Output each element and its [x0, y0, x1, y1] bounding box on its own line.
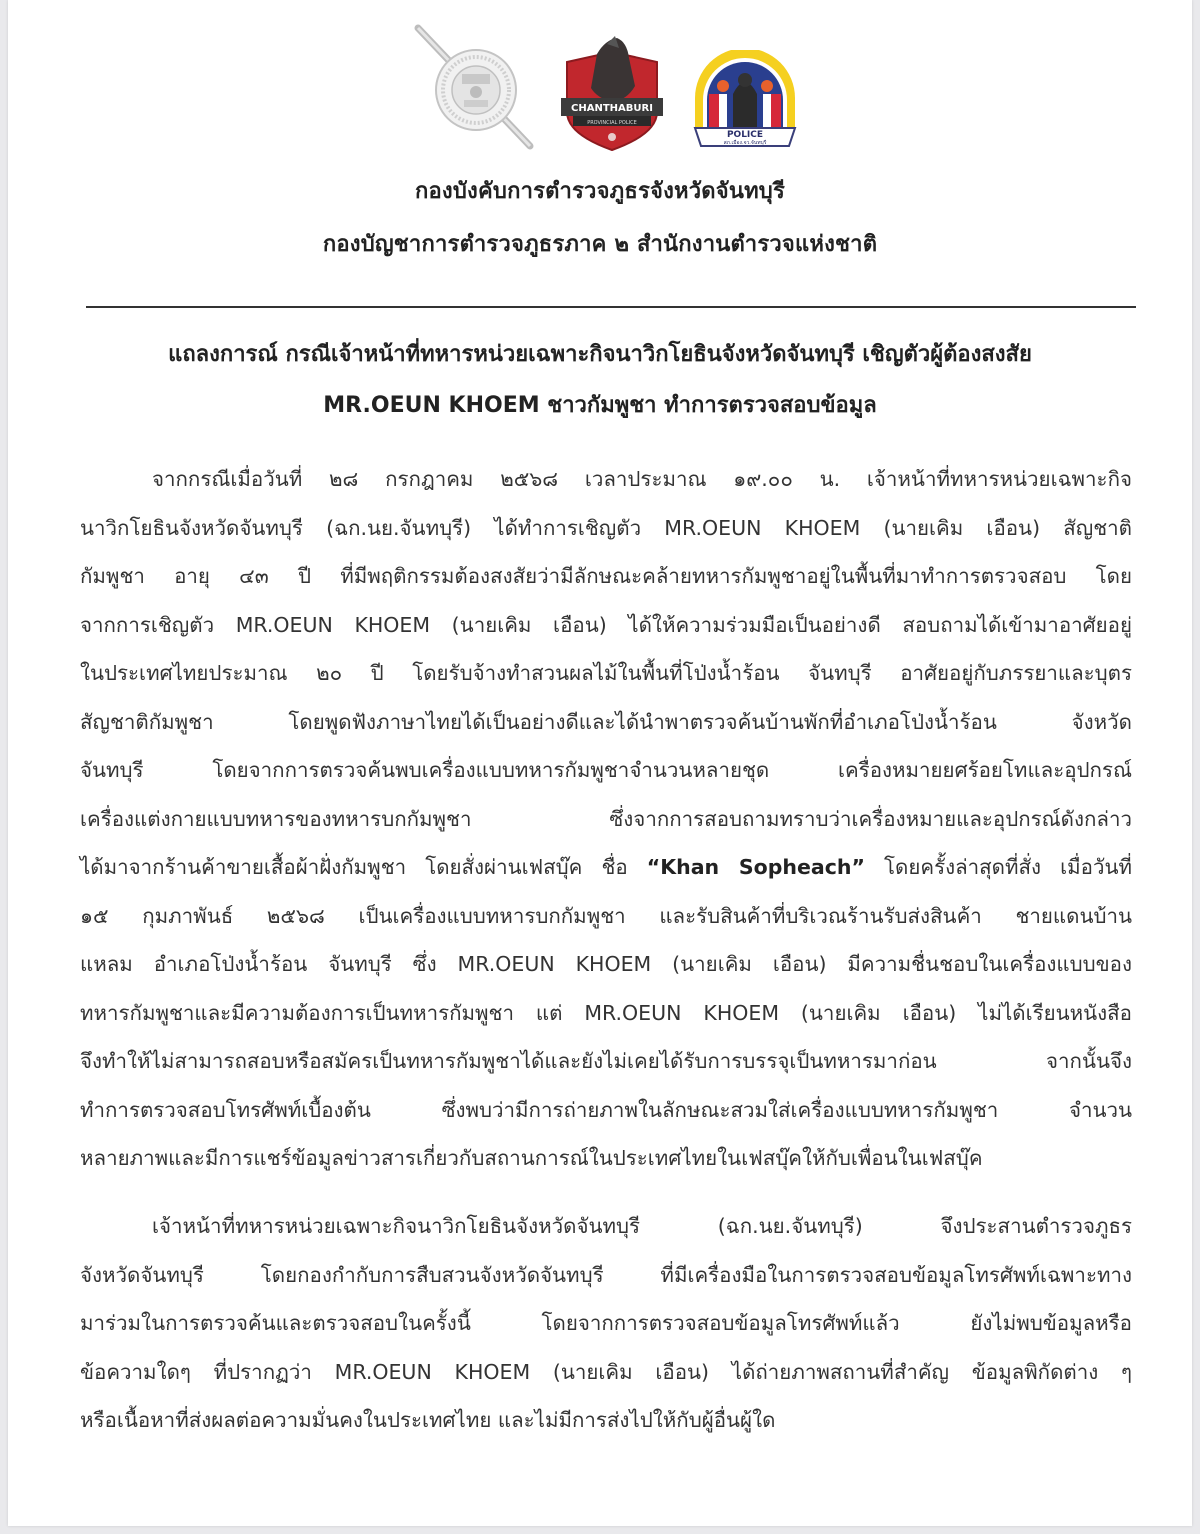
paragraph-line: กัมพูชา อายุ ๔๓ ปี ที่มีพฤติกรรมต้องสงสัยว่ามีลักษณะคล้ายทหารกัมพูชาอยู่ในพื้นที่มาทำการตรวจสอบ โดย — [80, 564, 1132, 588]
document-page — [8, 0, 1192, 1526]
paragraph-line: ทำการตรวจสอบโทรศัพท์เบื้องต้น ซึ่งพบว่ามีการถ่ายภาพในลักษณะสวมใส่เครื่องแบบทหารกัมพูชา จำนวน — [80, 1097, 1132, 1122]
paragraph-line: ในประเทศไทยประมาณ ๒๐ ปี โดยรับจ้างทำสวนผลไม้ในพื้นที่โป่งน้ำร้อน จันทบุรี อาศัยอยู่กับภรรยาและบุตร — [80, 661, 1132, 685]
paragraph-line: จังหวัดจันทบุรี โดยกองกำกับการสืบสวนจังหวัดจันทบุรี ที่มีเครื่องมือในการตรวจสอบข้อมูลโทรศัพท์เฉพาะทาง — [80, 1262, 1132, 1287]
body-paragraph-2 — [80, 1202, 1132, 1445]
chanthaburi-police-shield-logo — [557, 34, 667, 152]
paragraph-line: นาวิกโยธินจังหวัดจันทบุรี (ฉก.นย.จันทบุรี) ได้ทำการเชิญตัว MR.OEUN KHOEM (นายเคิม เอือน) สัญชาติ — [80, 515, 1132, 540]
body-paragraph-1 — [80, 455, 1132, 1183]
header-parent-organization: กองบัญชาการตำรวจภูธรภาค ๒ สำนักงานตำรวจแห่งชาติ — [322, 232, 878, 257]
svg-text:PROVINCIAL POLICE: PROVINCIAL POLICE — [587, 120, 637, 126]
line-suffix: โดยครั้งล่าสุดที่สั่ง เมื่อวันที่ — [884, 855, 1132, 879]
police-seal-logo — [408, 22, 538, 152]
line-prefix: ได้มาจากร้านค้าขายเสื้อผ้าฝั่งกัมพูชา โดยสั่งผ่านเฟสบุ๊ค ชื่อ — [80, 855, 628, 879]
paragraph-line: จึงทำให้ไม่สามารถสอบหรือสมัครเป็นทหารกัมพูชาได้และยังไม่เคยได้รับการบรรจุเป็นทหารมาก่อน จากนั้นจึง — [80, 1049, 1132, 1073]
badge-police-text: POLICE — [726, 130, 764, 140]
paragraph-line: เครื่องแต่งกายแบบทหารของทหารบกกัมพูชา ซึ่งจากการสอบถามทราบว่าเครื่องหมายและอุปกรณ์ดังกล่าว — [80, 806, 1132, 831]
paragraph-line: เจ้าหน้าที่ทหารหน่วยเฉพาะกิจนาวิกโยธินจังหวัดจันทบุรี (ฉก.นย.จันทบุรี) จึงประสานตำรวจภูธร — [152, 1214, 1132, 1238]
police-station-badge-logo — [689, 50, 801, 150]
paragraph-line-with-facebook-name — [80, 843, 1132, 892]
shield-icon — [557, 34, 667, 152]
paragraph-line: จากการเชิญตัว MR.OEUN KHOEM (นายเคิม เอือน) ได้ให้ความร่วมมือเป็นอย่างดี สอบถามได้เข้ามาอาศัยอยู่ — [80, 612, 1132, 637]
paragraph-line: หลายภาพและมีการแชร์ข้อมูลข่าวสารเกี่ยวกับสถานการณ์ในประเทศไทยในเฟสบุ๊คให้กับเพื่อนในเฟสบุ๊ค — [80, 1146, 983, 1170]
paragraph-line: ๑๕ กุมภาพันธ์ ๒๕๖๘ เป็นเครื่องแบบทหารบกกัมพูชา และรับสินค้าที่บริเวณร้านรับส่งสินค้า ชายแดนบ้าน — [80, 903, 1132, 928]
svg-text:สภ.เมือง.จว.จันทบุรี: สภ.เมือง.จว.จันทบุรี — [723, 140, 767, 146]
paragraph-line: ข้อความใดๆ ที่ปรากฏว่า MR.OEUN KHOEM (นายเคิม เอือน) ได้ถ่ายภาพสถานที่สำคัญ ข้อมูลพิกัดต่าง ๆ — [80, 1359, 1132, 1384]
paragraph-line: มาร่วมในการตรวจค้นและตรวจสอบในครั้งนี้ โดยจากการตรวจสอบข้อมูลโทรศัพท์แล้ว ยังไม่พบข้อมูลหรือ — [80, 1311, 1132, 1335]
paragraph-line: สัญชาติกัมพูชา โดยพูดฟังภาษาไทยได้เป็นอย่างดีและได้นำพาตรวจค้นบ้านพักที่อำเภอโป่งน้ำร้อน จังหวัด — [80, 709, 1132, 734]
statement-title-line-1: แถลงการณ์ กรณีเจ้าหน้าที่ทหารหน่วยเฉพาะกิจนาวิกโยธินจังหวัดจันทบุรี เชิญตัวผู้ต้องสงสัย — [168, 342, 1032, 367]
statement-title-line-2: MR.OEUN KHOEM ชาวกัมพูชา ทำการตรวจสอบข้อมูล — [323, 393, 877, 418]
header-organization: กองบังคับการตำรวจภูธรจังหวัดจันทบุรี — [415, 179, 785, 204]
badge-icon — [689, 50, 801, 150]
seal-icon — [408, 22, 538, 152]
paragraph-line: หรือเนื้อหาที่ส่งผลต่อความมั่นคงในประเทศไทย และไม่มีการส่งไปให้กับผู้อื่นผู้ใด — [80, 1408, 776, 1432]
paragraph-line: จันทบุรี โดยจากการตรวจค้นพบเครื่องแบบทหารกัมพูชาจำนวนหลายชุด เครื่องหมายยศร้อยโทและอุปกรณ์ — [80, 758, 1132, 782]
paragraph-line: แหลม อำเภอโป่งน้ำร้อน จันทบุรี ซึ่ง MR.OEUN KHOEM (นายเคิม เอือน) มีความชื่นชอบในเครื่องแบบของ — [80, 952, 1132, 976]
paragraph-line: ทหารกัมพูชาและมีความต้องการเป็นทหารกัมพูชา แต่ MR.OEUN KHOEM (นายเคิม เอือน) ไม่ได้เรียนหนังสือ — [80, 1000, 1132, 1025]
header-divider — [86, 306, 1136, 308]
logo-row — [8, 22, 1192, 152]
facebook-page-name: “Khan Sopheach” — [646, 855, 865, 879]
shield-banner-text: CHANTHABURI — [571, 103, 653, 114]
paragraph-line: จากกรณีเมื่อวันที่ ๒๘ กรกฎาคม ๒๕๖๘ เวลาประมาณ ๑๙.๐๐ น. เจ้าหน้าที่ทหารหน่วยเฉพาะกิจ — [152, 467, 1132, 491]
